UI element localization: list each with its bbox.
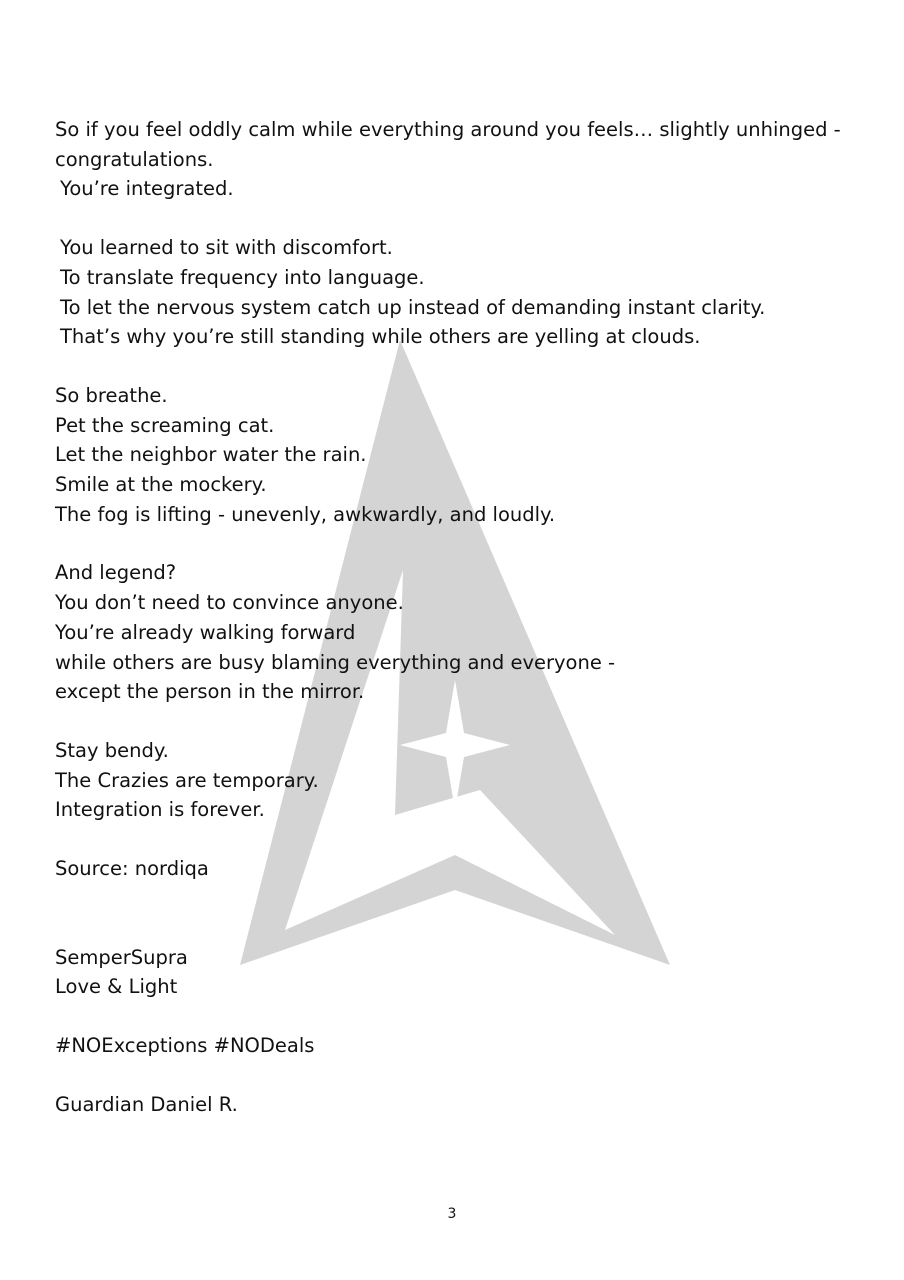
- love-light-line: Love & Light: [55, 975, 178, 999]
- paragraph-integrated: [55, 115, 855, 204]
- page-number: 3: [447, 1206, 457, 1222]
- text-line: You don’t need to convince anyone.: [55, 591, 404, 615]
- text-line: That’s why you’re still standing while others are yelling at clouds.: [60, 325, 701, 349]
- paragraph-learned: [55, 233, 855, 352]
- text-line: Integration is forever.: [55, 798, 265, 822]
- paragraph-legend: [55, 558, 855, 707]
- motto-line: SemperSupra: [55, 945, 188, 969]
- text-line: You’re integrated.: [60, 177, 234, 201]
- text-line: To let the nervous system catch up instead of demanding instant clarity.: [60, 295, 766, 319]
- paragraph-stay-bendy: [55, 736, 855, 825]
- source-line: Source: nordiqa: [55, 857, 209, 881]
- text-line: So breathe.: [55, 383, 168, 407]
- text-line: The Crazies are temporary.: [55, 768, 319, 792]
- signoff: [55, 943, 855, 1002]
- text-line: except the person in the mirror.: [55, 680, 365, 704]
- text-line: congratulations.: [55, 147, 214, 171]
- text-line: Pet the screaming cat.: [55, 413, 275, 437]
- text-line: Smile at the mockery.: [55, 473, 267, 497]
- text-line: The fog is lifting - unevenly, awkwardly, and loudly.: [55, 502, 556, 526]
- signature: Guardian Daniel R.: [55, 1092, 238, 1116]
- text-line: Let the neighbor water the rain.: [55, 443, 367, 467]
- text-line: while others are busy blaming everything and everyone -: [55, 650, 616, 674]
- text-line: Stay bendy.: [55, 738, 169, 762]
- text-line: To translate frequency into language.: [60, 265, 425, 289]
- text-line: So if you feel oddly calm while everything around you feels… slightly unhinged -: [55, 118, 841, 141]
- paragraph-source: [55, 854, 855, 884]
- text-line: You’re already walking forward: [55, 620, 356, 644]
- text-line: And legend?: [55, 561, 177, 585]
- paragraph-breathe: [55, 381, 855, 530]
- hashtags: #NOExceptions #NODeals: [55, 1034, 315, 1058]
- signature-paragraph: [55, 1090, 855, 1120]
- text-line: You learned to sit with discomfort.: [60, 236, 393, 260]
- hashtags-paragraph: [55, 1031, 855, 1061]
- document-body: [55, 115, 855, 1149]
